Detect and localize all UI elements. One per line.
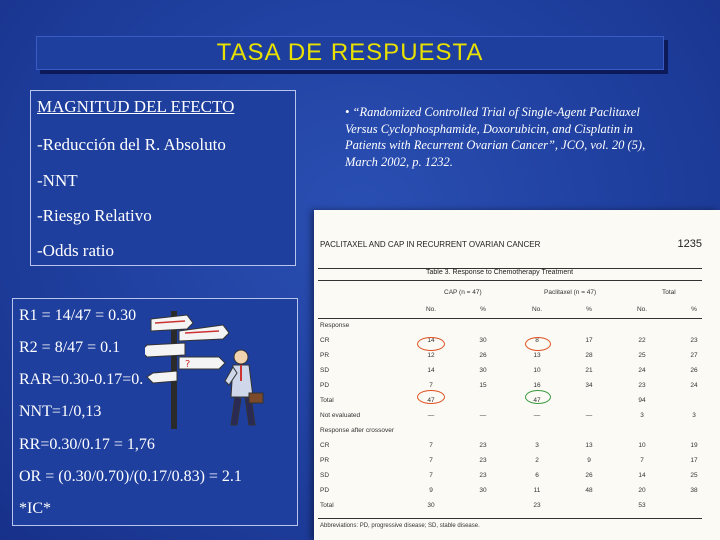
calc-line: *IC* [19, 500, 51, 517]
highlight-circle [525, 337, 551, 351]
title-box [36, 36, 664, 70]
table-cell: 7 [640, 457, 644, 464]
table-cell: 26 [479, 352, 487, 359]
journal-table-image [314, 210, 720, 540]
magnitud-item: -Riesgo Relativo [37, 206, 152, 225]
table-cell: 26 [690, 367, 698, 374]
table-cell: 21 [585, 367, 593, 374]
table-cell: 12 [427, 352, 435, 359]
signpost-illustration [145, 301, 275, 429]
table-cell: 7 [429, 382, 433, 389]
table-cell: 10 [638, 442, 646, 449]
calc-line: R1 = 14/47 = 0.30 [19, 307, 137, 324]
table-row-label: SD [320, 472, 330, 479]
table-row-label: CR [320, 337, 330, 344]
table-cell: 47 [427, 397, 435, 404]
table-cell: 14 [427, 337, 435, 344]
table-cell: 2 [535, 457, 539, 464]
table-row-label: Total [320, 502, 334, 509]
table-cell: 24 [690, 382, 698, 389]
table-cell: 30 [479, 367, 487, 374]
table-cell: 22 [638, 337, 646, 344]
table-cell: 23 [690, 337, 698, 344]
highlight-circle [525, 390, 551, 404]
table-cell: 30 [479, 337, 487, 344]
calc-line: NNT=1/0,13 [19, 403, 102, 420]
table-cell: 14 [638, 472, 646, 479]
table-cell: 8 [535, 337, 539, 344]
calc-line: OR = (0.30/0.70)/(0.17/0.83) = 2.1 [19, 468, 242, 485]
subhead: No. [636, 306, 648, 313]
table-cell: 25 [638, 352, 646, 359]
table-cell: 23 [638, 382, 646, 389]
table-cell: 13 [533, 352, 541, 359]
table-cell: 7 [429, 442, 433, 449]
subhead: No. [531, 306, 543, 313]
table-cell: 13 [585, 442, 593, 449]
table-row-label: Total [320, 397, 334, 404]
table-cell: 53 [638, 502, 646, 509]
table-cell: 17 [690, 457, 698, 464]
calc-line: RR=0.30/0.17 = 1,76 [19, 436, 155, 453]
magnitud-heading: MAGNITUD DEL EFECTO [37, 97, 235, 116]
table-cell: 9 [587, 457, 591, 464]
table-cell: 38 [690, 487, 698, 494]
table-cell: 27 [690, 352, 698, 359]
magnitud-item: -Odds ratio [37, 241, 114, 260]
table-row-label: Response after crossover [320, 427, 395, 434]
table-cell: 28 [585, 352, 593, 359]
table-cell: 23 [533, 502, 541, 509]
table-footnote: Abbreviations: PD, progressive disease; SD, stable disease. [320, 523, 480, 529]
subhead: No. [425, 306, 437, 313]
table-cell: 14 [427, 367, 435, 374]
subhead: % [586, 306, 592, 313]
table-cell: — [585, 412, 593, 419]
subhead: % [691, 306, 697, 313]
subhead: % [480, 306, 486, 313]
table-row-label: Not evaluated [320, 412, 361, 419]
magnitud-item: -NNT [37, 171, 78, 190]
table-cell: 94 [638, 397, 646, 404]
table-cell: 7 [429, 457, 433, 464]
table-cell: 30 [479, 487, 487, 494]
table-cell: 25 [690, 472, 698, 479]
table-cell: 24 [638, 367, 646, 374]
table-cell: 11 [533, 487, 541, 494]
table-cell: 23 [479, 457, 487, 464]
table-row-label: PR [320, 457, 330, 464]
table-row-label: Response [320, 322, 350, 329]
table-cell: 30 [427, 502, 435, 509]
table-cell: 3 [640, 412, 644, 419]
table-cell: 48 [585, 487, 593, 494]
table-cell: 9 [429, 487, 433, 494]
table-cell: 17 [585, 337, 593, 344]
table-cell: 3 [535, 442, 539, 449]
calc-line: RAR=0.30-0.17=0. [19, 371, 144, 388]
table-cell: 20 [638, 487, 646, 494]
group-header: CAP (n = 47) [444, 289, 482, 296]
table-cell: 3 [692, 412, 696, 419]
group-header: Paclitaxel (n = 47) [544, 289, 597, 296]
table-row-label: PR [320, 352, 330, 359]
svg-text:?: ? [185, 359, 191, 370]
table-row-label: PD [320, 382, 330, 389]
reference-citation: • “Randomized Controlled Trial of Single-Agent Paclitaxel Versus Cyclophosphamide, Doxorubicin, and Cisplatin in Patients with Recurrent Ovarian Cancer”, JCO, vol. 20 (5), March 2002, p. 1232. [345, 105, 646, 169]
table-cell: 6 [535, 472, 539, 479]
table-cell: — [533, 412, 541, 419]
slide-title: TASA DE RESPUESTA [216, 39, 484, 66]
rule [318, 280, 702, 281]
rule [318, 318, 702, 319]
table-cell: — [427, 412, 435, 419]
table-cell: 26 [585, 472, 593, 479]
table-row-label: SD [320, 367, 330, 374]
group-header: Total [662, 289, 676, 296]
table-cell: 10 [533, 367, 541, 374]
magnitud-box [30, 90, 296, 266]
paper-page-number: 1235 [677, 238, 702, 250]
table-cell: 23 [479, 442, 487, 449]
table-cell: 34 [585, 382, 593, 389]
paper-header: PACLITAXEL AND CAP IN RECURRENT OVARIAN CANCER [320, 240, 541, 249]
table-caption: Table 3. Response to Chemotherapy Treatment [426, 269, 574, 276]
table-cell: 15 [479, 382, 487, 389]
table-cell: 16 [533, 382, 541, 389]
calculation-box [12, 298, 298, 526]
table-row-label: PD [320, 487, 330, 494]
table-cell: 7 [429, 472, 433, 479]
table-row-label: CR [320, 442, 330, 449]
magnitud-item: -Reducción del R. Absoluto [37, 135, 226, 154]
table-cell: 19 [690, 442, 698, 449]
highlight-circle [417, 390, 445, 404]
calc-line: R2 = 8/47 = 0.1 [19, 339, 121, 356]
table-cell: — [479, 412, 487, 419]
rule [318, 518, 702, 519]
highlight-circle [417, 337, 445, 351]
table-cell: 23 [479, 472, 487, 479]
table-cell: 47 [533, 397, 541, 404]
